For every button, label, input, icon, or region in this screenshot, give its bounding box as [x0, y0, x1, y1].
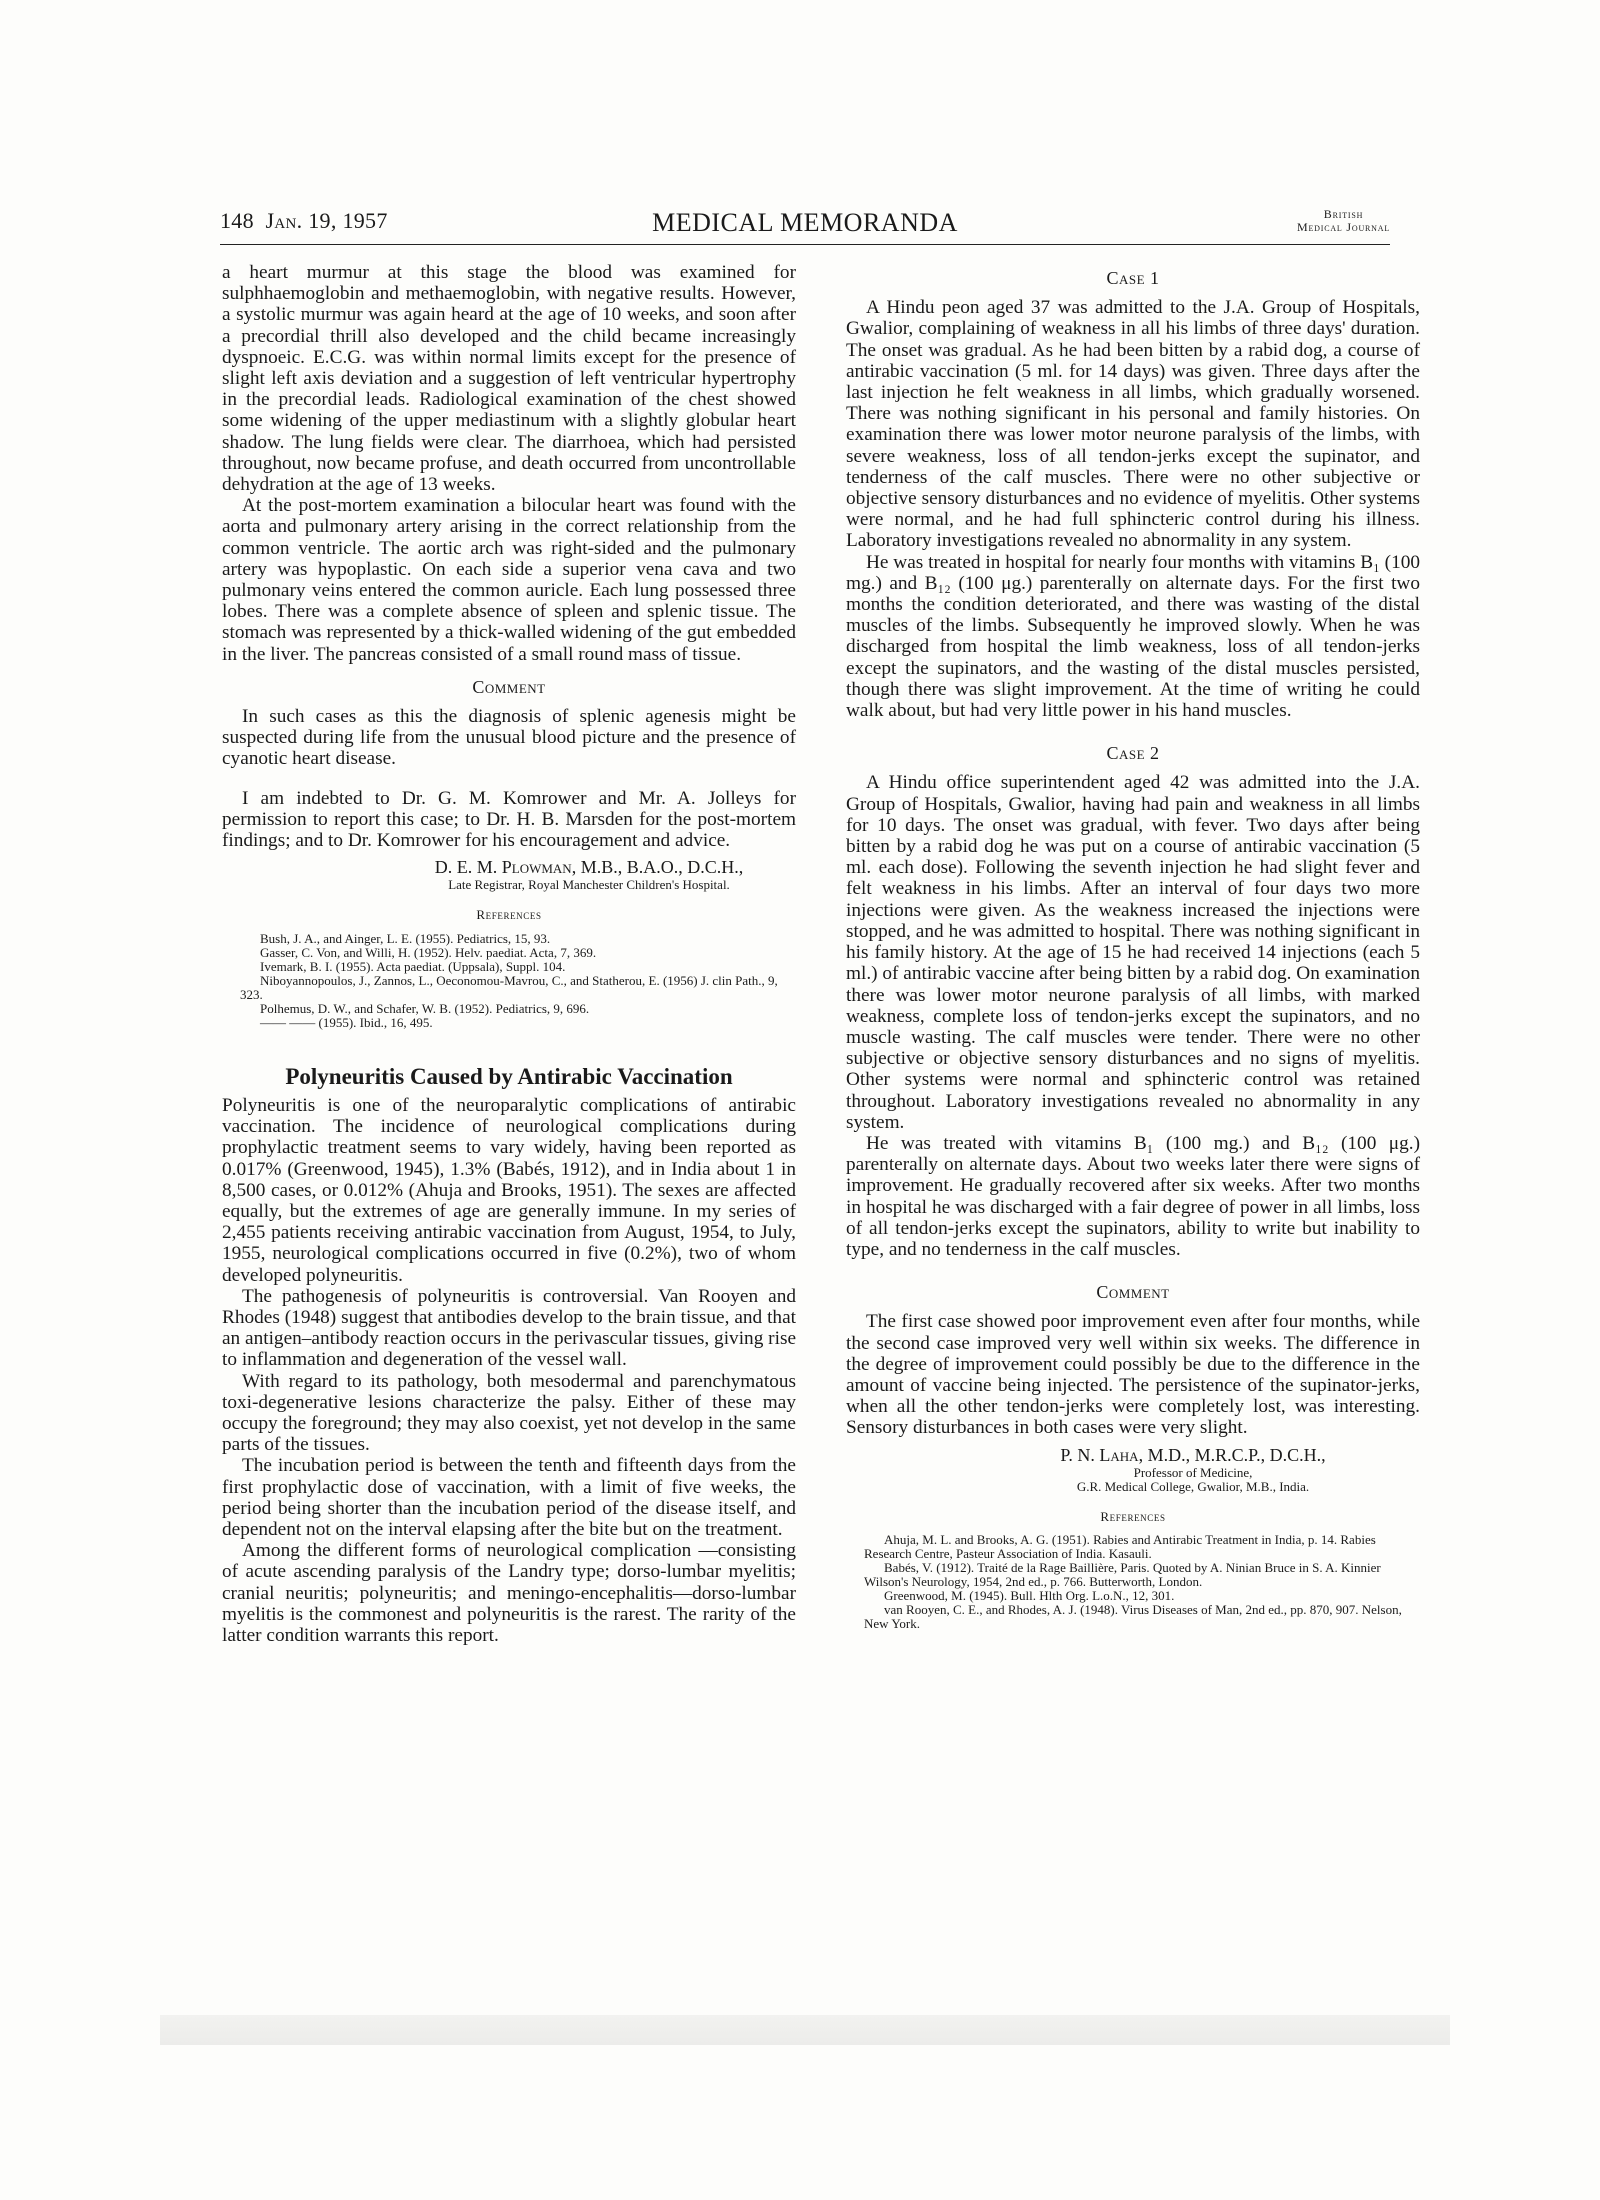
reference-item: Bush, J. A., and Ainger, L. E. (1955). Pediatrics, 15, 93. [260, 930, 551, 946]
reference-item: Polhemus, D. W., and Schafer, W. B. (1952). Pediatrics, 9, 696. [260, 1000, 590, 1016]
acknowledgement-paragraph: I am indebted to Dr. G. M. Komrower and Mr. A. Jolleys for permission to report this case; to Dr. H. B. Marsden for the post-mortem findings; and to Dr. Komrower for his encouragement and advice. [222, 787, 796, 852]
article-title: Polyneuritis Caused by Antirabic Vaccination [285, 1063, 733, 1089]
author-affiliation: G.R. Medical College, Gwalior, M.B., India. [1076, 1478, 1310, 1494]
case2-paragraph: A Hindu office superintendent aged 42 was admitted into the J.A. Group of Hospitals, Gwalior, having had pain and weakness in all limbs for 10 days. The onset was gradual, with fever. Two days after being bitten by a rabid dog he was put on a course of antirabic vaccination (5 ml. each dose). Following the seventh injection he had slight fever and felt weakness in his limbs. After an interval of four days two more injections were given. As the weakness increased the injections were stopped, and he was admitted to hospital. There was nothing significant in his family history. At the age of 15 he had received 14 injections (each 5 ml.) of antirabic vaccine after being bitten by a rabid dog. On examination there was lower motor neurone paralysis of all limbs, with marked weakness, complete loss of tendon-jerks except the supinators, and no muscle wasting. The calf muscles were tender. There were no other subjective or objective sensory disturbances and no signs of myelitis. Other systems were normal and sphincteric control was retained throughout. Laboratory investigations revealed no abnormality in any system. [846, 772, 1420, 1133]
article-paragraph: The incubation period is between the tenth and fifteenth days from the first prophylactic dose of vaccination, with a limit of five weeks, the period being shorter than the incubation period of the disease itself, and dependent not on the interval elapsing after the bite but on the treatment. [222, 1455, 796, 1540]
author-title: Professor of Medicine, [1133, 1464, 1253, 1480]
reference-item: Greenwood, M. (1945). Bull. Hlth Org. L.o.N., 12, 301. [884, 1587, 1175, 1603]
comment-heading: Comment [1096, 1282, 1170, 1303]
author-degrees: , M.B., B.A.O., D.C.H., [571, 857, 744, 878]
left-column [222, 262, 796, 1646]
references-heading: References [1100, 1508, 1166, 1524]
author-signature [222, 857, 796, 892]
comment-heading: Comment [472, 676, 546, 697]
page-header [220, 208, 1390, 245]
body-paragraph: At the post-mortem examination a bilocular heart was found with the aorta and pulmonary artery arising in the correct relationship from the common ventricle. The aortic arch was right-sided and the pulmonary artery was hypoplastic. On each side a superior vena cava and two pulmonary veins entered the common auricle. Each lung possessed three lobes. There was a complete absence of spleen and splenic tissue. The stomach was represented by a thick-walled widening of the gut embedded in the liver. The pancreas consisted of a small round mass of tissue. [222, 495, 796, 665]
reference-item: Niboyannopoulos, J., Zannos, L., Oeconomou-Mavrou, C., and Statherou, E. (1956) J. clin Path., 9, 323. [240, 972, 778, 1002]
article-paragraph: Polyneuritis is one of the neuroparalytic complications of antirabic vaccination. The incidence of neurological complications during prophylactic treatment seems to vary widely, having been reported as 0.017% (Greenwood, 1945), 1.3% (Babés, 1912), and in India about 1 in 8,500 cases, or 0.012% (Ahuja and Brooks, 1951). The sexes are affected equally, but the extremes of age are generally immune. In my series of 2,455 patients receiving antirabic vaccination from August, 1954, to July, 1955, neurological complications occurred in five (0.2%), two of whom developed polyneuritis. [222, 1094, 796, 1286]
reference-item: Ivemark, B. I. (1955). Acta paediat. (Uppsala), Suppl. 104. [260, 958, 566, 974]
references-heading: References [476, 907, 542, 923]
article-paragraph: Among the different forms of neurological complication —consisting of acute ascending paralysis of the Landry type; dorso-lumbar myelitis; cranial neuritis; polyneuritis; and meningo-encephalitis—dorso-lumbar myelitis is the commonest and polyneuritis is the rarest. The rarity of the latter condition warrants this report. [222, 1540, 796, 1646]
reference-item: Gasser, C. Von, and Willi, H. (1952). Helv. paediat. Acta, 7, 369. [260, 944, 597, 960]
case1-paragraph: He was treated in hospital for nearly four months with vitamins B₁ (100 mg.) and B₁₂ (100 μg.) parenterally on alternate days. For the first two months the condition deteriorated, and there was wasting of the distal muscles of the limbs. Subsequently he improved slowly. When he was discharged from hospital the limb weakness, loss of all tendon-jerks except the supinators, and the wasting of the distal muscles persisted, though there was slight improvement. At the time of writing he could walk about, but had very little power in his hand muscles. [846, 551, 1420, 722]
journal-name-line2: Medical Journal [1297, 220, 1390, 234]
right-column [846, 262, 1420, 1631]
comment-paragraph: The first case showed poor improvement even after four months, while the second case improved very well within six weeks. The difference in the degree of improvement could possibly be due to the difference in the amount of vaccine being injected. The persistence of the supinator-jerks, when all the other tendon-jerks were completely lost, was interesting. Sensory disturbances in both cases were very slight. [846, 1311, 1420, 1439]
author-name: D. E. M. Plowman [434, 857, 572, 878]
comment-paragraph: In such cases as this the diagnosis of splenic agenesis might be suspected during life from the unusual blood picture and the presence of cyanotic heart disease. [222, 706, 796, 770]
article-paragraph: The pathogenesis of polyneuritis is controversial. Van Rooyen and Rhodes (1948) suggest that antibodies develop to the brain tissue, and that an antigen–antibody reaction occurs in the perivascular tissues, giving rise to inflammation and degeneration of the vessel wall. [222, 1285, 796, 1371]
reference-item: —— —— (1955). Ibid., 16, 495. [260, 1014, 433, 1030]
reference-item: Ahuja, M. L. and Brooks, A. G. (1951). Rabies and Antirabic Treatment in India, p. 14. Rabies Research Centre, Pasteur Association of India. Kasauli. [864, 1531, 1376, 1561]
journal-name-line1: British [1323, 207, 1364, 221]
reference-item: Babés, V. (1912). Traité de la Rage Baillière, Paris. Quoted by A. Ninian Bruce in S. A. Kinnier Wilson's Neurology, 1954, 2nd ed., p. 766. Butterworth, London. [864, 1559, 1381, 1589]
case2-heading: Case 2 [1106, 743, 1160, 764]
reference-item: van Rooyen, C. E., and Rhodes, A. J. (1948). Virus Diseases of Man, 2nd ed., pp. 870, 907. Nelson, New York. [864, 1601, 1402, 1631]
references-list [846, 1533, 1420, 1631]
case1-paragraph: A Hindu peon aged 37 was admitted to the J.A. Group of Hospitals, Gwalior, complaining of weakness in all his limbs of three days' duration. The onset was gradual. As he had been bitten by a rabid dog, a course of antirabic vaccination (5 ml. for 14 days) was given. Three days after the last injection he felt weakness in all limbs, which gradually worsened. There was nothing significant in his personal and family histories. On examination there was lower motor neurone paralysis of the limbs, with severe weakness, loss of all tendon-jerks except the supinator, and tenderness of the calf muscles. There were no other subjective or objective sensory disturbances and no evidence of myelitis. Other systems were normal, and he had full sphincteric control during his illness. Laboratory investigations revealed no abnormality in any system. [846, 297, 1420, 552]
author-degrees: , M.D., M.R.C.P., D.C.H., [1138, 1444, 1326, 1465]
case1-heading: Case 1 [1106, 268, 1160, 288]
article-paragraph: With regard to its pathology, both mesodermal and parenchymatous toxi-degenerative lesions characterize the palsy. Either of these may occupy the foreground; they may also coexist, yet not develop in the same parts of the tissues. [222, 1370, 796, 1456]
author-signature [846, 1445, 1420, 1494]
issue-date: Jan. 19, 1957 [265, 208, 388, 233]
section-title: MEDICAL MEMORANDA [652, 208, 958, 237]
body-paragraph: a heart murmur at this stage the blood was examined for sulphhaemoglobin and methaemoglobin, with negative results. However, a systolic murmur was again heard at the age of 10 weeks, and soon after a precordial thrill also developed and the child became increasingly dyspnoeic. E.C.G. was within normal limits except for the presence of slight left axis deviation and a suggestion of left ventricular hypertrophy in the precordial leads. Radiological examination of the chest showed some widening of the upper mediastinum with a slightly globular heart shadow. The lung fields were clear. The diarrhoea, which had persisted throughout, now became profuse, and death occurred from uncontrollable dehydration at the age of 13 weeks. [222, 262, 796, 496]
page-number: 148 [220, 208, 254, 233]
case2-paragraph: He was treated with vitamins B₁ (100 mg.) and B₁₂ (100 μg.) parenterally on alternate days. About two weeks later there were signs of improvement. He gradually recovered after six weeks. After two months in hospital he was discharged with a fair degree of power in all limbs, loss of all tendon-jerks except the supinators, ability to write but inability to type, and no tenderness in the calf muscles. [846, 1132, 1420, 1260]
author-affiliation: Late Registrar, Royal Manchester Children's Hospital. [448, 877, 730, 893]
author-name: P. N. Laha [1060, 1444, 1139, 1465]
scan-shading [160, 2015, 1450, 2045]
references-list [222, 932, 796, 1030]
journal-name [1297, 208, 1390, 234]
